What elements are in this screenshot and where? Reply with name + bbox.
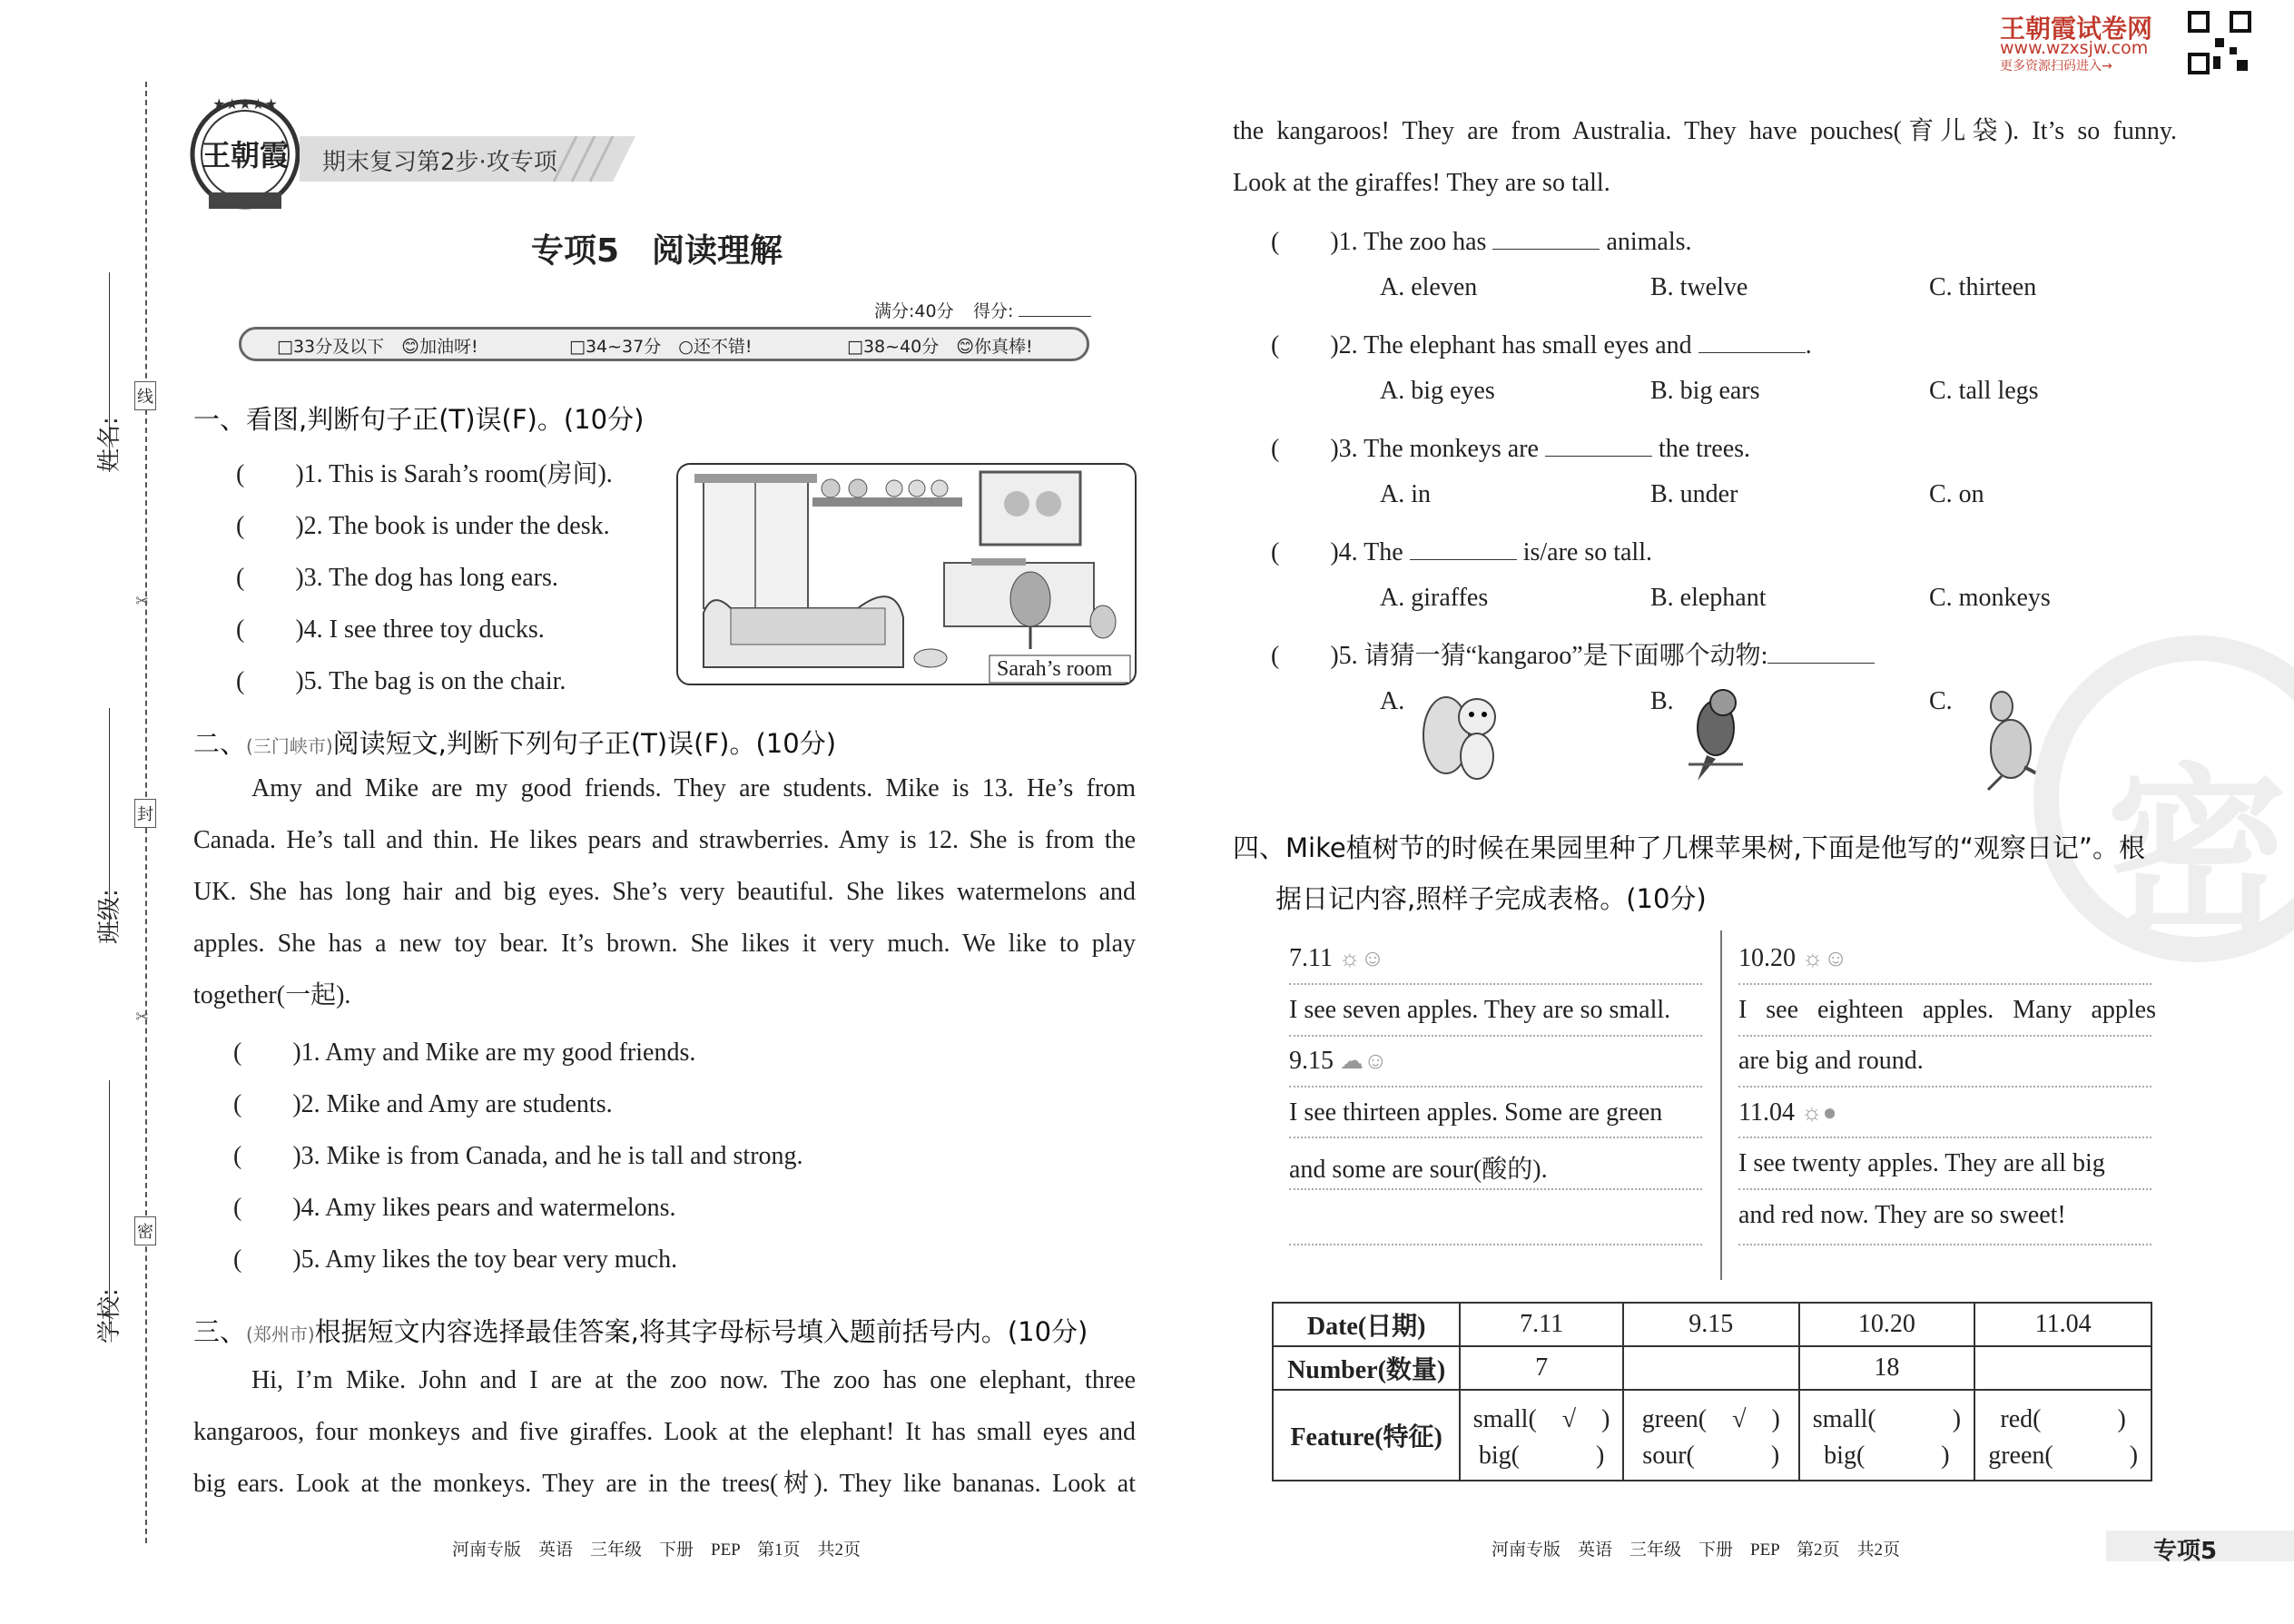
passage-line: Look at the giraffes! They are so tall. xyxy=(1233,169,1610,197)
class-line xyxy=(109,708,110,935)
diary-entry: I see twenty apples. They are all big xyxy=(1738,1149,2105,1177)
section4-title-line1: 四、Mike植树节的时候在果园里种了几棵苹果树,下面是他写的“观察日记”。根 xyxy=(1233,832,2145,863)
table-cell[interactable] xyxy=(1623,1346,1799,1390)
score-level-3[interactable]: □38~40分 😊你真棒! xyxy=(847,337,1033,357)
table-cell: small( √ ) big( ) xyxy=(1460,1390,1623,1481)
table-header: Number(数量) xyxy=(1273,1346,1460,1390)
diary-date: 10.20 ☼☺ xyxy=(1738,944,1848,972)
table-cell: 9.15 xyxy=(1623,1303,1799,1346)
footer-right: 河南专版 英语 三年级 下册 PEP 第2页 共2页 xyxy=(1492,1540,1901,1560)
table-cell[interactable] xyxy=(1974,1346,2151,1390)
sec3-question-3[interactable]: ( )3. The monkeys are the trees. xyxy=(1271,435,1751,463)
option[interactable]: A. xyxy=(1380,687,1405,715)
table-header: Feature(特征) xyxy=(1273,1390,1460,1481)
room-illustration xyxy=(676,463,1137,685)
sec1-item[interactable]: ( )4. I see three toy ducks. xyxy=(236,615,545,644)
diary-date: 9.15 ☁☺ xyxy=(1289,1047,1388,1075)
diary-rule xyxy=(1738,1244,2151,1245)
squirrel-icon xyxy=(1412,685,1511,794)
table-cell: 11.04 xyxy=(1974,1303,2151,1346)
scissors-icon: ✂ xyxy=(135,1008,150,1027)
parrot-icon xyxy=(1679,683,1752,782)
sec3-question-4[interactable]: ( )4. The is/are so tall. xyxy=(1271,538,1652,566)
option[interactable]: C. thirteen xyxy=(1929,273,2037,301)
full-score: 满分:40分 xyxy=(874,301,954,321)
seal-char-feng: 封 xyxy=(134,799,156,828)
passage-line: the kangaroos! They are from Australia. They have pouches(育儿袋). It’s so funny. xyxy=(1233,117,2177,145)
footer-tag: 专项5 xyxy=(2153,1538,2218,1565)
option[interactable]: C. xyxy=(1929,687,1953,715)
site-note: 更多资源扫码进入→ xyxy=(2000,59,2112,74)
option[interactable]: B. big ears xyxy=(1650,377,1760,405)
diary-rule xyxy=(1289,1035,1702,1037)
room-caption: Sarah’s room xyxy=(997,657,1113,681)
diary-entry: and some are sour(酸的). xyxy=(1289,1156,1548,1184)
diary-rule xyxy=(1738,1086,2151,1088)
sec2-item[interactable]: ( )5. Amy likes the toy bear very much. xyxy=(233,1245,678,1274)
table-cell: green( √ ) sour( ) xyxy=(1623,1390,1799,1481)
diary-rule xyxy=(1738,983,2151,985)
option[interactable]: B. under xyxy=(1650,480,1738,508)
diary-rule xyxy=(1289,1137,1702,1138)
passage-line: together(一起). xyxy=(193,981,351,1009)
score-level-2[interactable]: □34~37分 ○还不错! xyxy=(569,337,753,357)
sec2-item[interactable]: ( )1. Amy and Mike are my good friends. xyxy=(233,1038,696,1067)
diary-rule xyxy=(1738,1188,2151,1190)
banner-text: 期末复习第2步·攻专项 xyxy=(322,149,557,176)
table-cell: 10.20 xyxy=(1799,1303,1975,1346)
passage-line: kangaroos, four monkeys and five giraffes. Look at the elephant! It has small eyes and xyxy=(193,1418,1136,1446)
option[interactable]: A. eleven xyxy=(1380,273,1478,301)
sec2-item[interactable]: ( )4. Amy likes pears and watermelons. xyxy=(233,1194,676,1222)
sec2-item[interactable]: ( )3. Mike is from Canada, and he is tall and strong. xyxy=(233,1142,803,1170)
cloudy-icon: ☁☺ xyxy=(1340,1048,1388,1074)
diary-rule xyxy=(1289,1244,1702,1245)
option[interactable]: A. in xyxy=(1380,480,1431,508)
sec3-question-5[interactable]: ( )5. 请猜一猜“kangaroo”是下面哪个动物: xyxy=(1271,635,1875,672)
sec3-question-2[interactable]: ( )2. The elephant has small eyes and . xyxy=(1271,331,1812,359)
sec3-question-1[interactable]: ( )1. The zoo has animals. xyxy=(1271,228,1692,256)
sec3-passage-cont xyxy=(1233,105,2177,209)
option[interactable]: A. giraffes xyxy=(1380,584,1489,612)
sec3-passage xyxy=(193,1354,1136,1510)
sec2-item[interactable]: ( )2. Mike and Amy are students. xyxy=(233,1090,613,1118)
sec1-item[interactable]: ( )1. This is Sarah’s room(房间). xyxy=(236,460,613,488)
sunny-icon: ☼☺ xyxy=(1802,945,1848,971)
score-got: 得分: xyxy=(973,301,1014,321)
table-cell: 7 xyxy=(1460,1346,1623,1390)
diary-rule xyxy=(1289,983,1702,985)
sec2-passage xyxy=(193,763,1136,1021)
sunny-icon: ☼● xyxy=(1800,1099,1837,1126)
site-watermark: 王朝霞试卷网 xyxy=(2000,14,2153,44)
option[interactable]: C. monkeys xyxy=(1929,584,2051,612)
section4-title-line2: 据日记内容,照样子完成表格。(10分) xyxy=(1275,883,1707,914)
option[interactable]: A. big eyes xyxy=(1380,377,1495,405)
score-line xyxy=(1019,316,1091,317)
diary-entry: are big and round. xyxy=(1738,1047,1924,1075)
option[interactable]: B. elephant xyxy=(1650,584,1767,612)
class-label: 班级: xyxy=(96,889,123,944)
table-cell[interactable]: small( ) big( ) xyxy=(1799,1390,1975,1481)
section1-title: 一、看图,判断句子正(T)误(F)。(10分) xyxy=(193,404,645,435)
sec1-item[interactable]: ( )2. The book is under the desk. xyxy=(236,512,610,540)
diary-entry: I see seven apples. They are so small. xyxy=(1289,996,1671,1024)
option[interactable]: B. xyxy=(1650,687,1674,715)
score-level-1[interactable]: □33分及以下 😊加油呀! xyxy=(277,337,478,357)
diary-entry: I see thirteen apples. Some are green xyxy=(1289,1098,1663,1127)
table-cell: 7.11 xyxy=(1460,1303,1623,1346)
option[interactable]: C. on xyxy=(1929,480,1984,508)
scissors-icon: ✂ xyxy=(135,592,150,611)
name-label: 姓名: xyxy=(96,417,123,472)
logo-text: 王朝霞 xyxy=(201,138,290,172)
option[interactable]: B. twelve xyxy=(1650,273,1748,301)
logo-badge xyxy=(186,91,304,218)
option[interactable]: C. tall legs xyxy=(1929,377,2039,405)
section2-title: 二、(三门峡市)阅读短文,判断下列句子正(T)误(F)。(10分) xyxy=(193,728,837,759)
table-header: Date(日期) xyxy=(1273,1303,1460,1346)
watermark-char-mi: 密 xyxy=(2106,748,2289,960)
diary-rule xyxy=(1289,1188,1702,1190)
diary-entry: I see eighteen apples. Many apples xyxy=(1738,996,2156,1024)
site-url[interactable]: www.wzxsjw.com xyxy=(2000,38,2149,58)
seal-char-mi: 密 xyxy=(134,1216,156,1245)
name-line xyxy=(109,272,110,472)
page-title: 专项5 阅读理解 xyxy=(531,232,783,270)
school-line xyxy=(109,1080,110,1334)
passage-line: Hi, I’m Mike. John and I are at the zoo now. The zoo has one elephant, three xyxy=(251,1366,1136,1394)
sec1-item[interactable]: ( )3. The dog has long ears. xyxy=(236,564,558,592)
diary-date: 7.11 ☼☺ xyxy=(1289,944,1385,972)
table-cell: 18 xyxy=(1799,1346,1975,1390)
seal-char-xian: 线 xyxy=(134,381,156,410)
passage-line: Canada. He’s tall and thin. He likes pears and strawberries. Amy is 12. She is from the xyxy=(193,826,1136,854)
sec1-item[interactable]: ( )5. The bag is on the chair. xyxy=(236,667,566,695)
diary-divider xyxy=(1720,930,1722,1280)
diary-rule xyxy=(1289,1086,1702,1088)
qr-code-icon[interactable] xyxy=(2188,11,2251,74)
sunny-icon: ☼☺ xyxy=(1338,945,1385,971)
diary-rule xyxy=(1738,1035,2151,1037)
passage-line: UK. She has long hair and big eyes. She’s very beautiful. She likes watermelons and xyxy=(193,878,1136,906)
diary-rule xyxy=(1738,1137,2151,1138)
footer-left: 河南专版 英语 三年级 下册 PEP 第1页 共2页 xyxy=(452,1540,861,1560)
diary-date: 11.04 ☼● xyxy=(1738,1098,1837,1127)
svg-text:★★★★★: ★★★★★ xyxy=(212,95,278,113)
passage-line: apples. She has a new toy bear. It’s brown. She likes it very much. We like to play xyxy=(193,930,1136,958)
section3-title: 三、(郑州市)根据短文内容选择最佳答案,将其字母标号填入题前括号内。(10分) xyxy=(193,1316,1088,1347)
observation-table xyxy=(1272,1302,2152,1481)
diary-entry: and red now. They are so sweet! xyxy=(1738,1201,2066,1229)
passage-line: big ears. Look at the monkeys. They are in the trees(树). They like bananas. Look at xyxy=(193,1470,1136,1498)
passage-line: Amy and Mike are my good friends. They are students. Mike is 13. He’s from xyxy=(251,774,1136,802)
school-label: 学校: xyxy=(96,1288,123,1343)
table-cell[interactable]: red( ) green( ) xyxy=(1974,1390,2151,1481)
